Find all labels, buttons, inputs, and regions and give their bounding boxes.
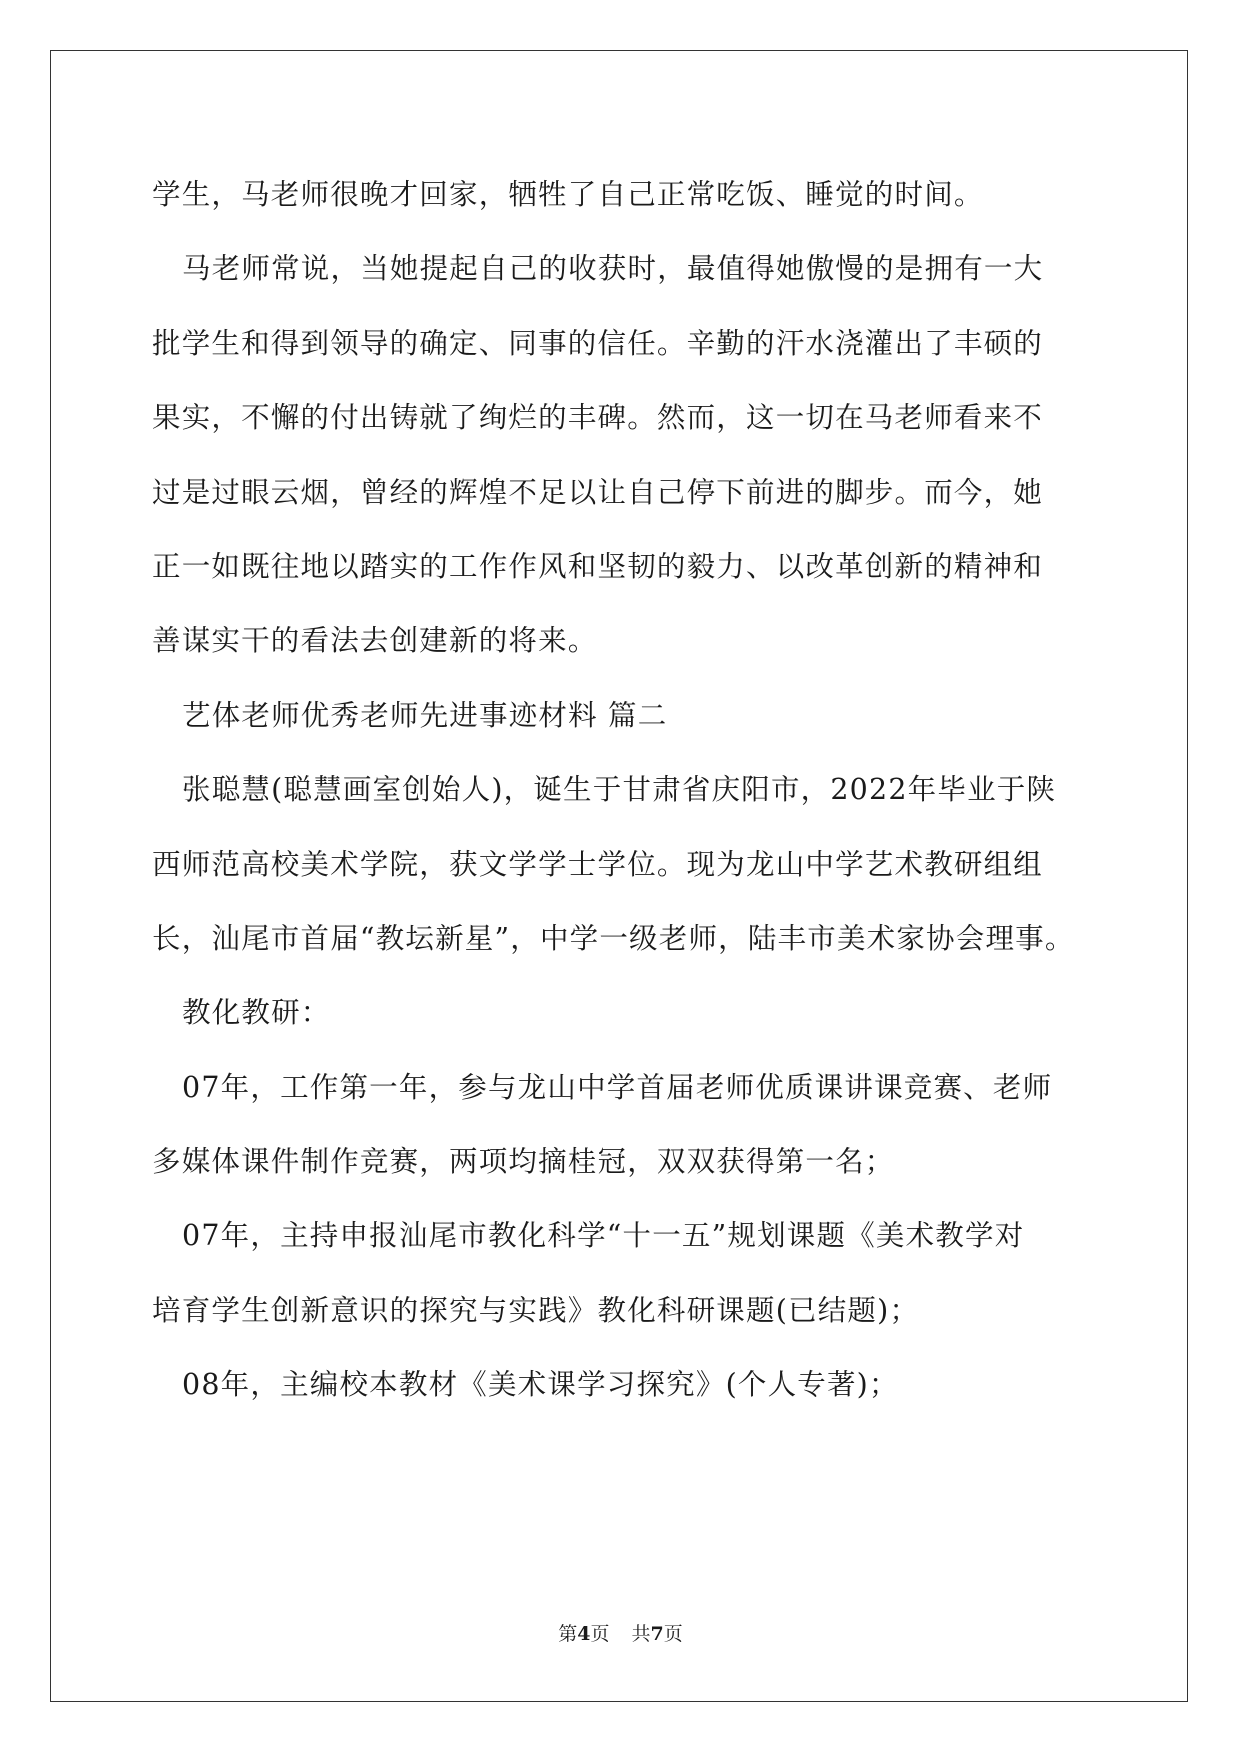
page-footer xyxy=(0,1622,1241,1646)
total-pages-number: 7 xyxy=(650,1623,664,1645)
text-line: 张聪慧(聪慧画室创始人)，诞生于甘肃省庆阳市，2022年毕业于陕 xyxy=(182,773,1057,807)
text-line: 07年，工作第一年，参与龙山中学首届老师优质课讲课竞赛、老师 xyxy=(182,1070,1053,1104)
text-line: 艺体老师优秀老师先进事迹材料 篇二 xyxy=(182,698,668,732)
text-line: 正一如既往地以踏实的工作作风和坚韧的毅力、以改革创新的精神和 xyxy=(152,549,1044,583)
text-line: 批学生和得到领导的确定、同事的信任。辛勤的汗水浇灌出了丰硕的 xyxy=(152,326,1044,360)
text-line: 08年，主编校本教材《美术课学习探究》(个人专著)； xyxy=(182,1368,899,1402)
text-line: 培育学生创新意识的探究与实践》教化科研课题(已结题)； xyxy=(152,1293,920,1327)
footer-total-prefix: 共 xyxy=(631,1623,651,1645)
footer-total-suffix: 页 xyxy=(663,1623,683,1645)
text-line: 果实，不懈的付出铸就了绚烂的丰碑。然而，这一切在马老师看来不 xyxy=(152,401,1044,435)
text-line: 西师范高校美术学院，获文学学士学位。现为龙山中学艺术教研组组 xyxy=(152,847,1044,881)
current-page-number: 4 xyxy=(577,1623,591,1645)
footer-page-suffix: 页 xyxy=(590,1623,610,1645)
document-body xyxy=(152,158,1092,1423)
text-line: 马老师常说，当她提起自己的收获时，最值得她傲慢的是拥有一大 xyxy=(182,252,1044,286)
text-line: 善谋实干的看法去创建新的将来。 xyxy=(152,624,598,658)
text-line: 过是过眼云烟，曾经的辉煌不足以让自己停下前进的脚步。而今，她 xyxy=(152,475,1044,509)
text-line: 学生，马老师很晚才回家，牺牲了自己正常吃饭、睡觉的时间。 xyxy=(152,178,984,211)
text-line: 长，汕尾市首届“教坛新星”，中学一级老师，陆丰市美术家协会理事。 xyxy=(152,921,1075,955)
text-line: 多媒体课件制作竞赛，两项均摘桂冠，双双获得第一名； xyxy=(152,1145,895,1179)
text-line: 教化教研： xyxy=(182,996,331,1030)
text-line: 07年，主持申报汕尾市教化科学“十一五”规划课题《美术教学对 xyxy=(182,1219,1025,1253)
footer-prefix: 第 xyxy=(558,1623,578,1645)
